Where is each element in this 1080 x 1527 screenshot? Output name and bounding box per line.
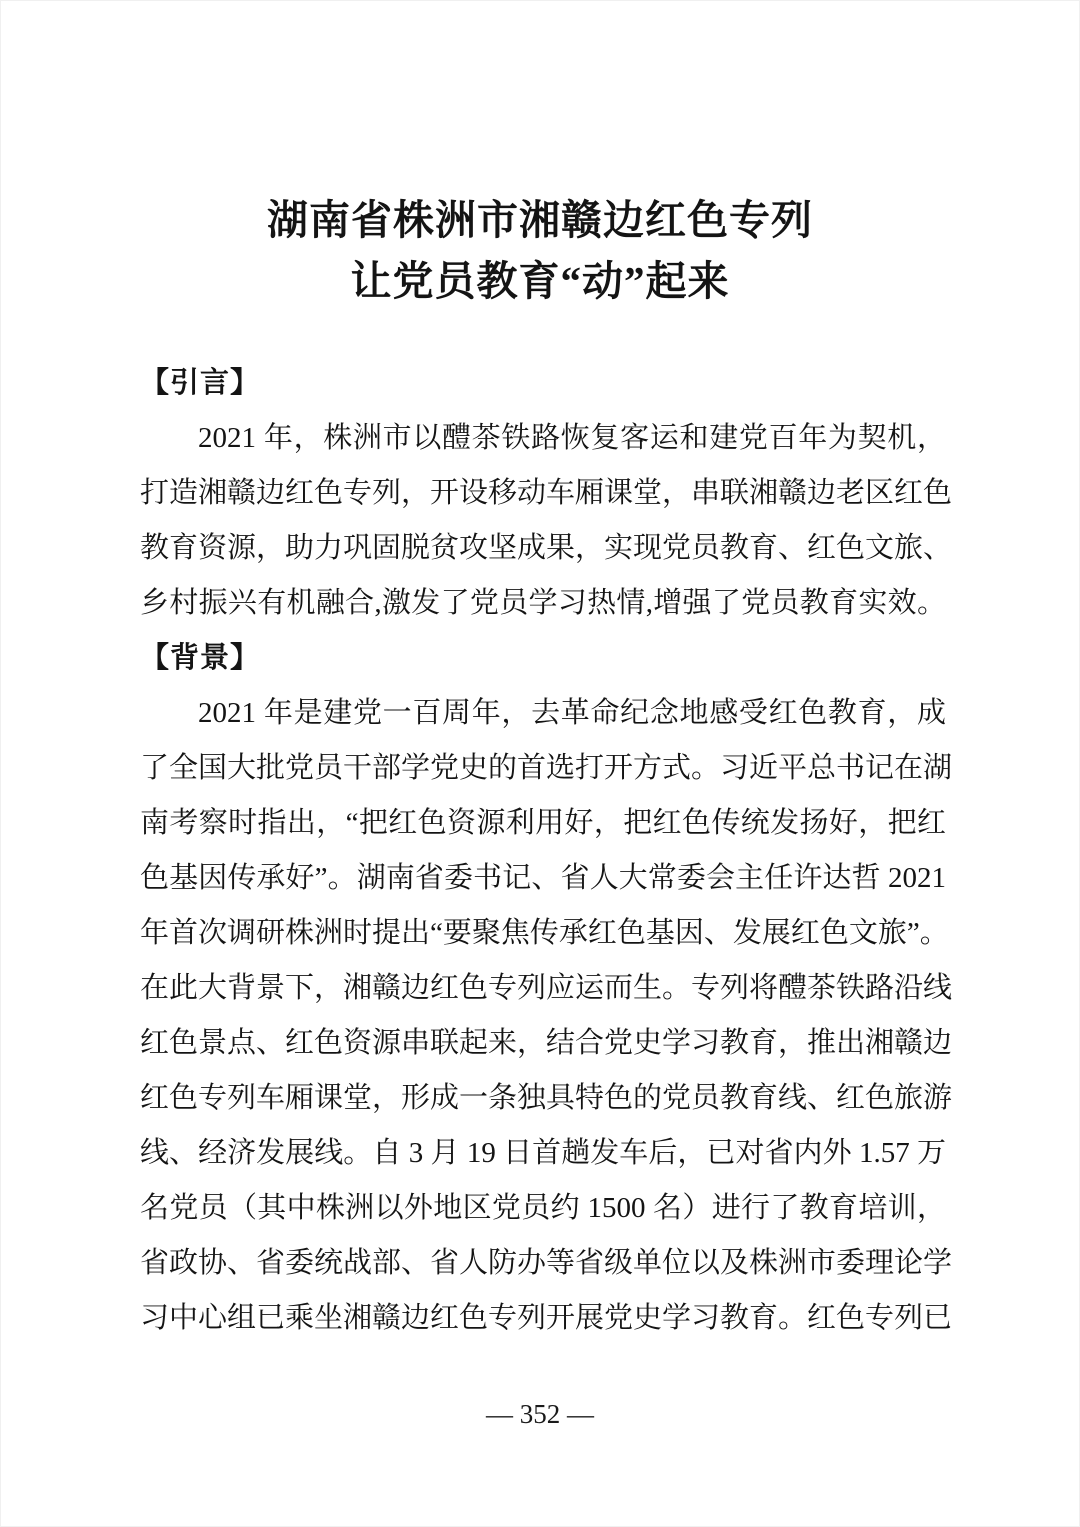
paragraph-line: 线、经济发展线。自 3 月 19 日首趟发车后，已对省内外 1.57 万 — [140, 1137, 946, 1169]
paragraph-line: 乡村振兴有机融合,激发了党员学习热情,增强了党员教育实效。 — [140, 587, 946, 619]
paragraph-line: 年首次调研株洲时提出“要聚焦传承红色基因、发展红色文旅”。 — [140, 917, 949, 949]
paragraph-line: 南考察时指出，“把红色资源利用好，把红色传统发扬好，把红 — [140, 807, 946, 839]
section-heading-introduction: 【引言】 — [140, 367, 261, 399]
paragraph-line: 打造湘赣边红色专列，开设移动车厢课堂，串联湘赣边老区红色 — [140, 477, 953, 509]
document-body — [140, 356, 953, 1346]
document-title — [0, 0, 1080, 312]
paragraph-line: 红色专列车厢课堂，形成一条独具特色的党员教育线、红色旅游 — [140, 1082, 953, 1114]
paragraph-line: 2021 年是建党一百周年，去革命纪念地感受红色教育，成 — [198, 697, 946, 729]
paragraph-line: 省政协、省委统战部、省人防办等省级单位以及株洲市委理论学 — [140, 1247, 953, 1279]
paragraph-line: 2021 年，株洲市以醴茶铁路恢复客运和建党百年为契机， — [198, 422, 946, 454]
paragraph-line: 红色景点、红色资源串联起来，结合党史学习教育，推出湘赣边 — [140, 1027, 953, 1059]
document-title-line-2: 让党员教育“动”起来 — [350, 258, 730, 304]
document-title-line-1: 湖南省株洲市湘赣边红色专列 — [267, 197, 813, 243]
paragraph-line: 名党员（其中株洲以外地区党员约 1500 名）进行了教育培训， — [140, 1192, 946, 1224]
paragraph-line: 色基因传承好”。湖南省委书记、省人大常委会主任许达哲 2021 — [140, 862, 946, 894]
page-number: — 352 — — [486, 1399, 594, 1429]
section-heading-background: 【背景】 — [140, 642, 261, 674]
paragraph-line: 了全国大批党员干部学党史的首选打开方式。习近平总书记在湖 — [140, 752, 953, 784]
paragraph-line: 习中心组已乘坐湘赣边红色专列开展党史学习教育。红色专列已 — [140, 1302, 953, 1334]
paragraph-line: 教育资源，助力巩固脱贫攻坚成果，实现党员教育、红色文旅、 — [140, 532, 953, 564]
paragraph-line: 在此大背景下，湘赣边红色专列应运而生。专列将醴茶铁路沿线 — [140, 972, 953, 1004]
